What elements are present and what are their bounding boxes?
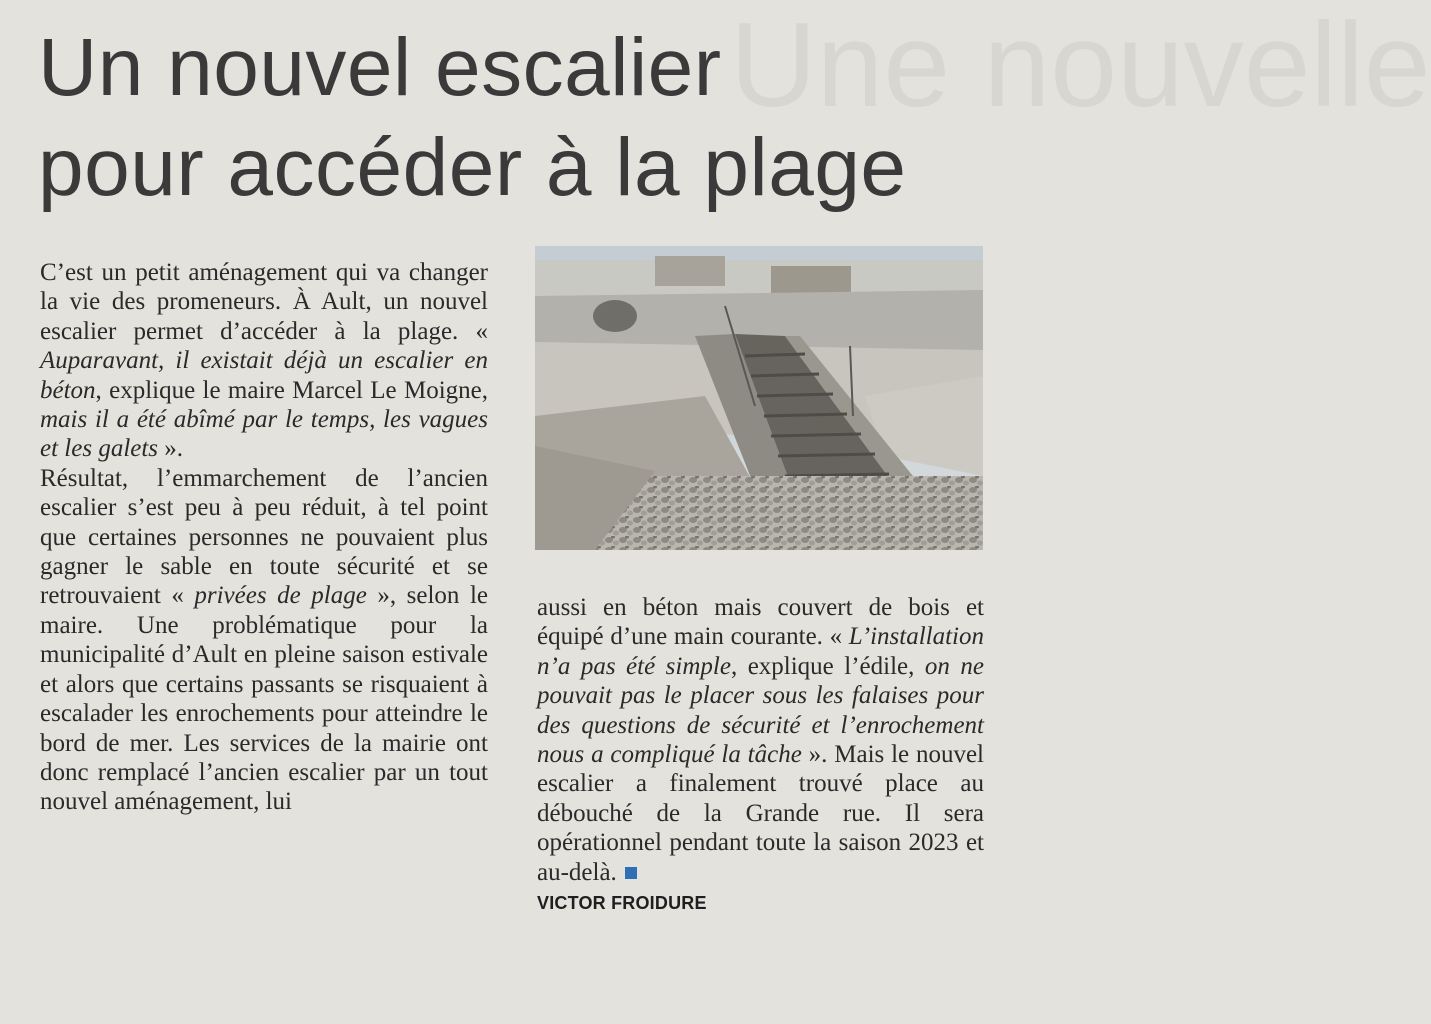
text-run: , explique l’édile, [730, 652, 925, 680]
italic-quote-run: L’installation n’a pas été simple [537, 623, 984, 680]
article-column-1 [40, 258, 488, 817]
text-run: C’est un petit aménagement qui va changer la vie des promeneurs. À Ault, un nouvel escalier permet d’accéder à la plage. « [40, 259, 488, 345]
text-run: ». [158, 435, 184, 463]
article-column-2 [537, 593, 984, 918]
staircase-photo-image [535, 246, 983, 550]
staircase-photo [535, 246, 983, 550]
text-run: , explique le maire Marcel Le Moigne, [95, 376, 488, 404]
paragraph-1 [40, 258, 488, 464]
headline-line-1: Un nouvel escalier [38, 22, 722, 113]
italic-quote-run: mais il a été abîmé par le temps, les vagues et les galets [40, 406, 488, 463]
background-headline-ghost: Une nouvelle [730, 0, 1431, 132]
text-run: ». Mais le nouvel escalier a finalement trouvé place au débouché de la Grande rue. Il sera opérationnel pendant toute la saison 2023 et au-delà. [537, 741, 984, 886]
byline: VICTOR FROIDURE [537, 893, 707, 914]
text-run: Résultat, l’emmarchement de l’ancien escalier s’est peu à peu réduit, à tel point que certaines personnes ne pouvaient plus gagner le sable en toute sécurité et se retrouvaient « [40, 464, 488, 610]
paragraph-3 [537, 593, 984, 887]
paragraph-2 [40, 464, 488, 817]
headline-line-2: pour accéder à la plage [38, 122, 907, 213]
italic-quote-run: Auparavant, il existait déjà un escalier en béton [40, 347, 488, 404]
text-run: aussi en béton mais couvert de bois et équipé d’une main courante. « [537, 594, 984, 651]
end-of-article-square-icon [625, 867, 637, 879]
italic-quote-run: on ne pouvait pas le placer sous les falaises pour des questions de sécurité et l’enrochement nous a compliqué la tâche [537, 652, 984, 769]
headline [38, 18, 938, 218]
italic-quote-run: privées de plage [194, 582, 367, 610]
text-run: », selon le maire. Une problématique pour la municipalité d’Ault en pleine saison estivale et alors que certains passants se risquaient à escalader les enrochements pour atteindre le bord de mer. Les services de la mairie ont donc remplacé l’ancien escalier par un tout nouvel aménagement, lui [40, 582, 488, 816]
